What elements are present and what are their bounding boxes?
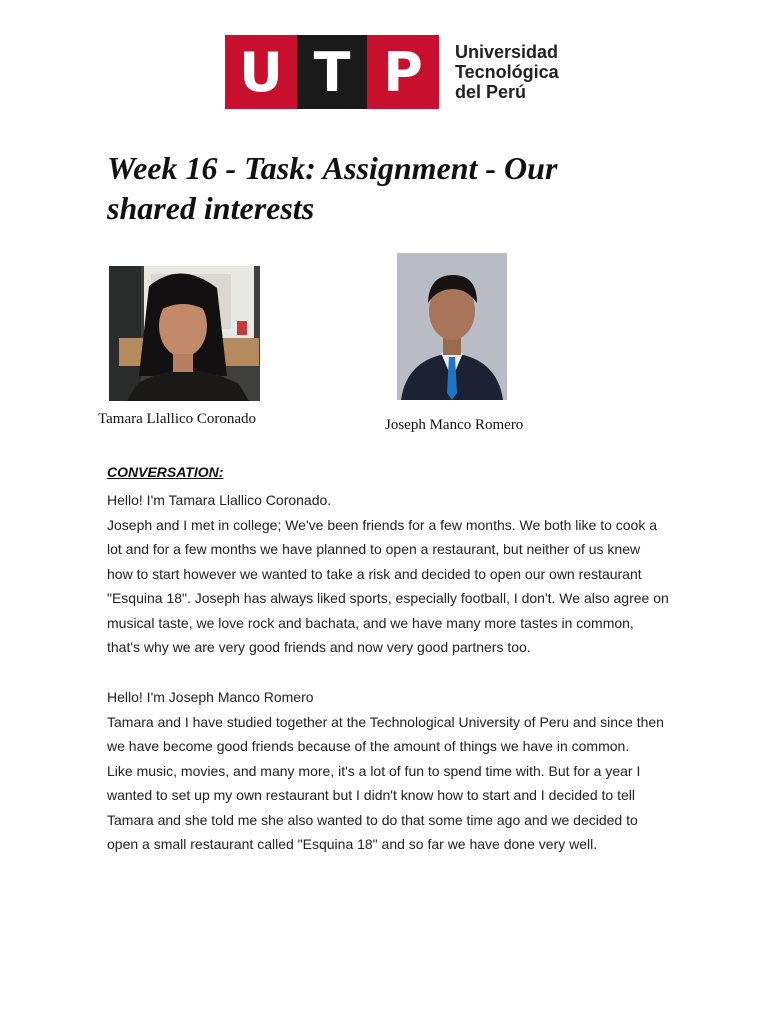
- paragraph-line: wanted to set up my own restaurant but I didn't know how to start and I decided to tell: [107, 787, 635, 803]
- paragraph-line: how to start however we wanted to take a risk and decided to open our own restaurant: [107, 565, 642, 582]
- paragraph-line: we have become good friends because of the amount of things we have in common.: [107, 738, 630, 754]
- paragraph-line: Tamara and she told me she also wanted to do that some time ago and we decided to: [107, 811, 638, 828]
- title-line-1: Week 16 - Task: Assignment - Our: [107, 150, 558, 186]
- tamara-caption: Tamara Llallico Coronado: [98, 411, 257, 427]
- logo-letter-t: T: [297, 35, 367, 109]
- paragraph-line: that's why we are very good friends and now very good partners too.: [107, 639, 531, 655]
- utp-logo-mark: [225, 35, 439, 109]
- university-name-line-1: Universidad: [455, 42, 559, 62]
- paragraph-line: Like music, movies, and many more, it's a lot of fun to spend time with. But for a year I: [107, 762, 641, 779]
- tamara-portrait-image: [109, 266, 260, 401]
- conversation-heading: CONVERSATION:: [107, 464, 224, 480]
- joseph-portrait-image: [397, 253, 507, 400]
- university-name-line-3: del Perú: [455, 82, 527, 102]
- paragraph-line: "Esquina 18". Joseph has always liked sports, especially football, I don't. We also agree on: [107, 590, 669, 606]
- logo-letter-p: P: [367, 35, 439, 109]
- joseph-photo: [397, 253, 507, 400]
- page-title: [107, 148, 667, 228]
- university-name-line-2: Tecnológica: [455, 62, 559, 82]
- paragraph-line: Hello! I'm Joseph Manco Romero: [107, 689, 314, 705]
- joseph-paragraph: [107, 685, 687, 857]
- title-line-2: shared interests: [107, 190, 315, 226]
- paragraph-line: open a small restaurant called "Esquina 18" and so far we have done very well.: [107, 836, 598, 852]
- utp-logo: [225, 35, 559, 109]
- university-name: [455, 42, 559, 102]
- paragraph-line: Joseph and I met in college; We've been friends for a few months. We both like to cook a: [107, 516, 658, 533]
- paragraph-line: Tamara and I have studied together at the Technological University of Peru and since then: [107, 713, 664, 730]
- paragraph-line: lot and for a few months we have planned to open a restaurant, but neither of us knew: [107, 541, 641, 557]
- paragraph-line: musical taste, we love rock and bachata, and we have many more tastes in common,: [107, 614, 634, 631]
- tamara-photo: [109, 266, 260, 401]
- joseph-caption: Joseph Manco Romero: [385, 417, 524, 433]
- logo-letter-u: U: [225, 35, 297, 109]
- paragraph-line: Hello! I'm Tamara Llallico Coronado.: [107, 492, 332, 508]
- tamara-paragraph: [107, 488, 687, 660]
